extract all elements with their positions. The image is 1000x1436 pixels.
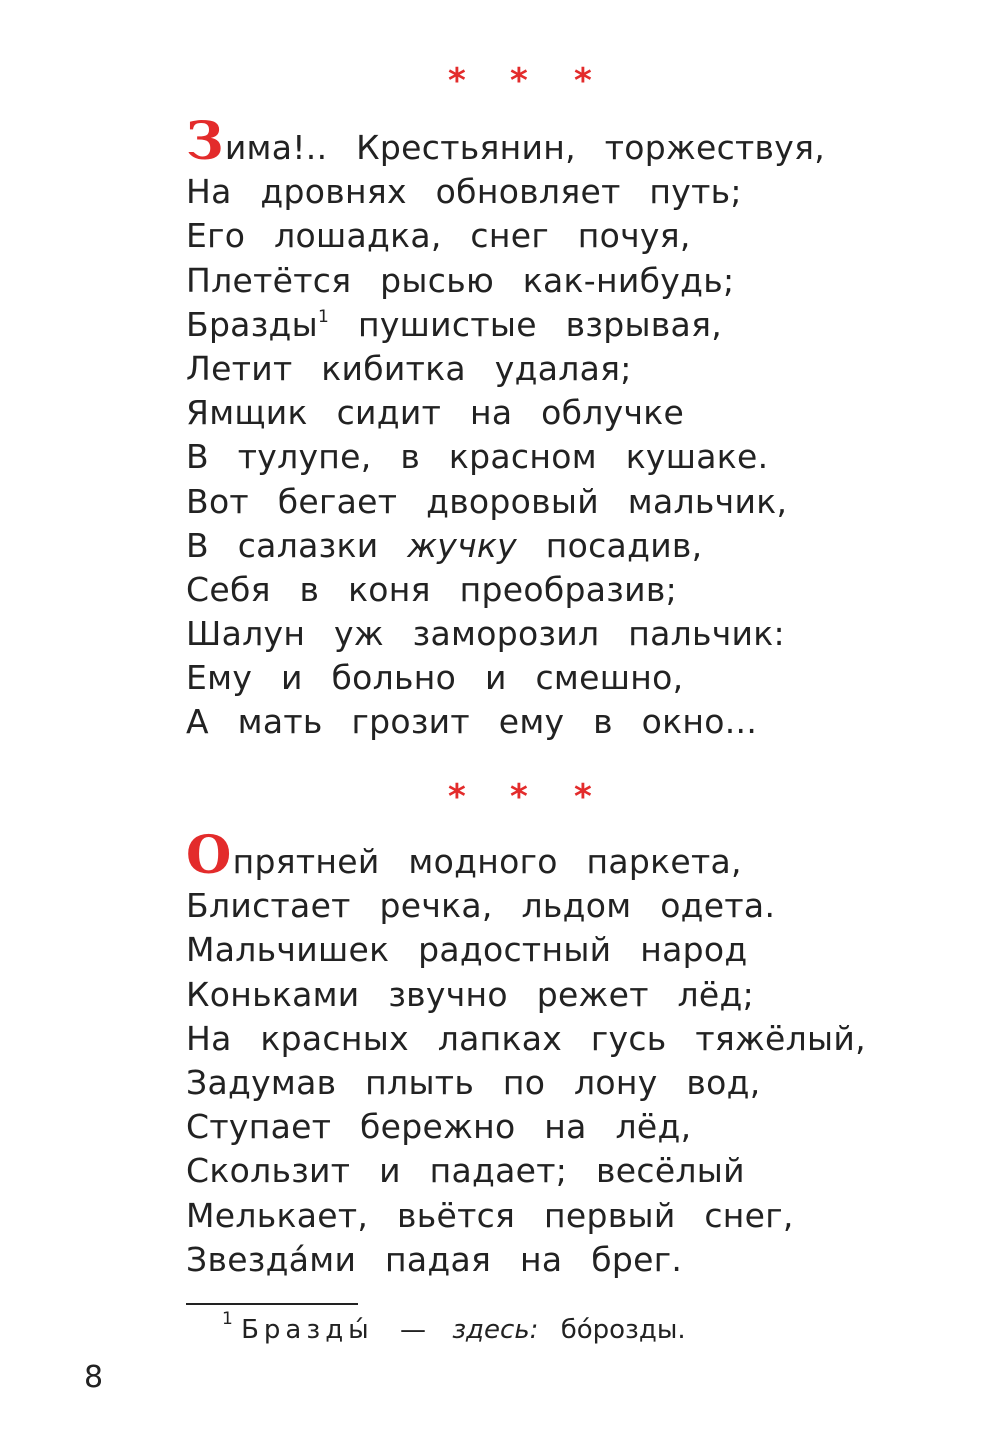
footnote-divider [186, 1303, 358, 1305]
footnote-note: здесь: [452, 1315, 539, 1345]
poem-line: Мальчишек радостный народ [186, 930, 748, 970]
poem-line: Звезда́ми падая на брег. [186, 1239, 683, 1279]
poem-line: Блистает речка, льдом одета. [186, 886, 776, 926]
poem-line: Вот бегает дворовый мальчик, [186, 481, 788, 521]
poem-line: Коньками звучно режет лёд; [186, 974, 755, 1014]
stanza-separator [448, 61, 598, 101]
poem-line: Ступает бережно на лёд, [186, 1107, 692, 1147]
footnote-number: 1 [222, 1309, 233, 1329]
poem-line-text: прятней модного паркета, [232, 842, 742, 881]
footnote-term: Бразды́ [241, 1315, 374, 1345]
poem-line: Скользит и падает; весёлый [186, 1151, 745, 1191]
poem-line [186, 524, 906, 568]
footnote [222, 1310, 686, 1350]
footnote-definition: бо́розды. [560, 1315, 686, 1345]
footnote-dash: — [399, 1315, 426, 1345]
separator-star: * [510, 777, 528, 817]
poem-line-text: Бразды [186, 304, 319, 344]
stanza-separator [448, 777, 598, 817]
poem-line: Его лошадка, снег почуя, [186, 216, 691, 256]
drop-cap: З [186, 111, 224, 172]
page-number: 8 [84, 1360, 104, 1395]
poem-line: В тулупе, в красном кушаке. [186, 437, 769, 477]
separator-star: * [574, 777, 592, 817]
poem-line-text: пушистые взрывая, [329, 304, 723, 344]
poem-stanza-1 [186, 111, 906, 745]
poem-line: Себя в коня преобразив; [186, 569, 678, 609]
drop-cap: О [186, 825, 232, 886]
poem-line: Плетётся рысью как-нибудь; [186, 260, 735, 300]
poem-line: Задумав плыть по лону вод, [186, 1062, 761, 1102]
poem-line: Мелькает, вьётся первый снег, [186, 1195, 794, 1235]
poem-line: Шалун уж заморозил пальчик: [186, 614, 785, 654]
poem-line: Летит кибитка удалая; [186, 348, 632, 388]
poem-line: На красных лапках гусь тяжёлый, [186, 1018, 866, 1058]
poem-stanza-2 [186, 825, 906, 1282]
separator-star: * [510, 61, 528, 101]
separator-star: * [448, 777, 466, 817]
separator-star: * [574, 61, 592, 101]
poem-line [186, 825, 906, 886]
poem-line-text: посадив, [516, 525, 703, 565]
poem-line [186, 111, 906, 172]
poem-line: А мать грозит ему в окно... [186, 702, 758, 742]
separator-star: * [448, 61, 466, 101]
poem-line: На дровнях обновляет путь; [186, 172, 742, 212]
poem-line-text: В салазки [186, 525, 408, 565]
poem-line [186, 303, 906, 347]
poem-line-text: има!.. Крестьянин, торжествуя, [224, 128, 826, 167]
italic-word: жучку [407, 525, 517, 565]
footnote-marker: 1 [318, 306, 330, 327]
poem-line: Ямщик сидит на облучке [186, 393, 685, 433]
poem-line: Ему и больно и смешно, [186, 658, 684, 698]
